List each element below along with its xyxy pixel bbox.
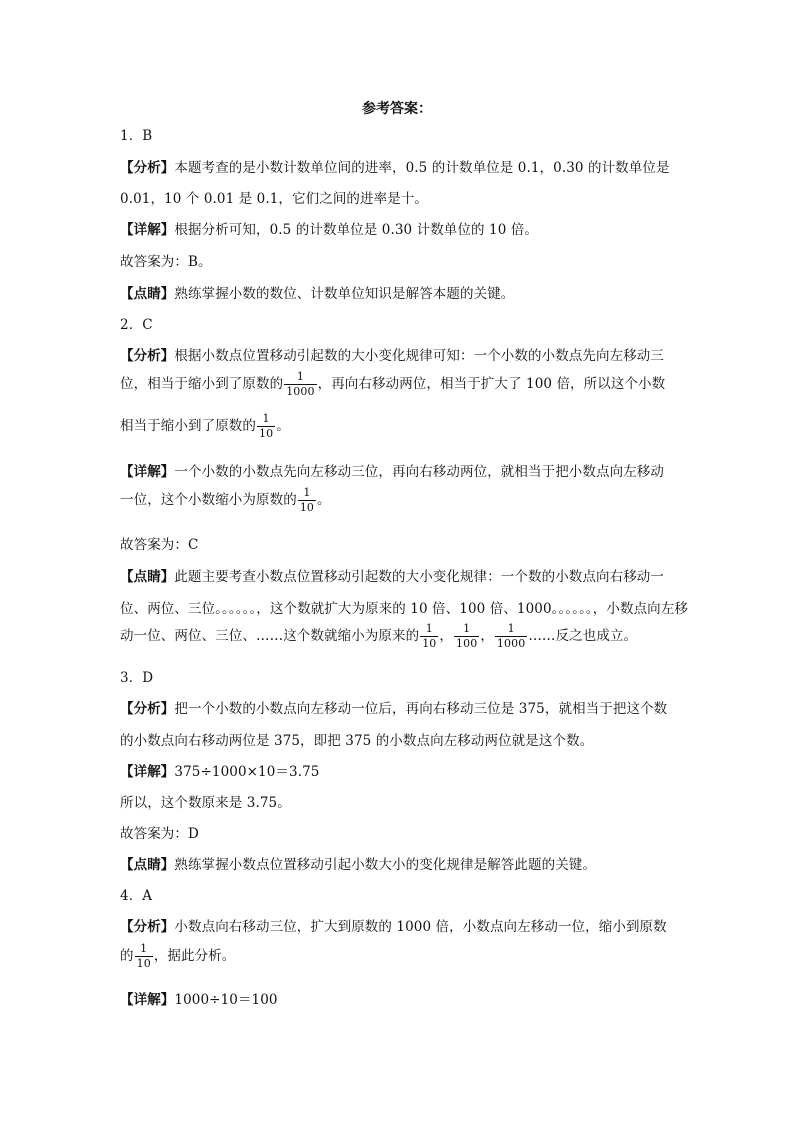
q2-comment-line3: 动一位、两位、三位、……这个数就缩小为原来的 $\frac{1}{10}$ ， $\frac{1}{100}$ ， $\frac{1}{1000}$ ……反之也成立。 bbox=[120, 622, 638, 650]
q2-comment-line2: 位、两位、三位。。。。。。，这个数就扩大为原来的 10 倍、100 倍、1000。。。。。。，小数点向左移 bbox=[120, 601, 688, 617]
analysis-tag: 【分析】 bbox=[120, 348, 175, 364]
q3-so: 所以，这个数原来是 3.75。 bbox=[120, 795, 291, 811]
detail-tag: 【详解】 bbox=[120, 464, 175, 480]
fraction-1-100: $\frac{1}{100}$ bbox=[456, 622, 478, 650]
q3-comment: 【点睛】熟练掌握小数点位置移动引起小数大小的变化规律是解答此题的关键。 bbox=[120, 857, 597, 873]
q1-analysis-line1: 【分析】本题考查的是小数计数单位间的进率，0.5 的计数单位是 0.1，0.30 的计数单位是 bbox=[120, 160, 670, 176]
q2-analysis-line3: 相当于缩小到了原数的 $\frac{1}{10}$ 。 bbox=[120, 412, 290, 440]
q1-comment: 【点睛】熟练掌握小数的数位、计数单位知识是解答本题的关键。 bbox=[120, 286, 515, 302]
fraction-1-10: $\frac{1}{10}$ bbox=[259, 412, 274, 440]
q4-analysis-line1: 【分析】小数点向右移动三位，扩大到原数的 1000 倍，小数点向左移动一位，缩小到原数 bbox=[120, 919, 667, 935]
q1-analysis-line2: 0.01，10 个 0.01 是 0.1，它们之间的进率是十。 bbox=[120, 191, 429, 207]
comment-tag: 【点睛】 bbox=[120, 286, 175, 302]
analysis-tag: 【分析】 bbox=[120, 919, 175, 935]
q4-analysis-line2: 的 $\frac{1}{10}$ ，据此分析。 bbox=[120, 942, 236, 970]
q4-detail: 【详解】1000÷10＝100 bbox=[120, 992, 278, 1008]
q2-detail-line2: 一位，这个小数缩小为原数的 $\frac{1}{10}$ 。 bbox=[120, 486, 331, 514]
detail-tag: 【详解】 bbox=[120, 222, 175, 238]
q2-analysis-line2: 位，相当于缩小到了原数的 $\frac{1}{1000}$ ，再向右移动两位，相当于扩大了 100 倍，所以这个小数 bbox=[120, 370, 666, 398]
q1-head: 1．B bbox=[120, 128, 153, 144]
q2-head: 2．C bbox=[120, 317, 153, 333]
q3-analysis-line2: 的小数点向右移动两位是 375，即把 375 的小数点向左移动两位就是这个数。 bbox=[120, 733, 594, 749]
detail-tag: 【详解】 bbox=[120, 764, 175, 780]
q2-analysis-line1: 【分析】根据小数点位置移动引起数的大小变化规律可知：一个小数的小数点先向左移动三 bbox=[120, 348, 665, 364]
q2-comment-line1: 【点睛】此题主要考查小数点位置移动引起数的大小变化规律：一个数的小数点向右移动一 bbox=[120, 569, 665, 585]
q2-detail-line1: 【详解】一个小数的小数点先向左移动三位，再向右移动两位，就相当于把小数点向左移动 bbox=[120, 464, 665, 480]
analysis-tag: 【分析】 bbox=[120, 701, 175, 717]
fraction-1-1000: $\frac{1}{1000}$ bbox=[496, 622, 526, 650]
fraction-1-1000: $\frac{1}{1000}$ bbox=[286, 370, 315, 398]
q3-answer: 故答案为：D bbox=[120, 826, 199, 842]
q2-answer: 故答案为：C bbox=[120, 537, 199, 553]
q1-detail: 【详解】根据分析可知，0.5 的计数单位是 0.30 计数单位的 10 倍。 bbox=[120, 222, 538, 238]
q1-answer: 故答案为：B。 bbox=[120, 254, 212, 270]
q4-head: 4．A bbox=[120, 888, 153, 904]
detail-tag: 【详解】 bbox=[120, 992, 175, 1008]
q3-analysis-line1: 【分析】把一个小数的小数点向左移动一位后，再向右移动三位是 375，就相当于把这个数 bbox=[120, 701, 668, 717]
comment-tag: 【点睛】 bbox=[120, 857, 175, 873]
analysis-tag: 【分析】 bbox=[120, 160, 175, 176]
page-title: 参考答案： bbox=[362, 101, 432, 117]
fraction-1-10: $\frac{1}{10}$ bbox=[299, 486, 315, 514]
q3-detail: 【详解】375÷1000×10＝3.75 bbox=[120, 764, 320, 780]
fraction-1-10: $\frac{1}{10}$ bbox=[136, 942, 151, 970]
q3-head: 3．D bbox=[120, 670, 154, 686]
comment-tag: 【点睛】 bbox=[120, 569, 175, 585]
fraction-1-10: $\frac{1}{10}$ bbox=[422, 622, 437, 650]
